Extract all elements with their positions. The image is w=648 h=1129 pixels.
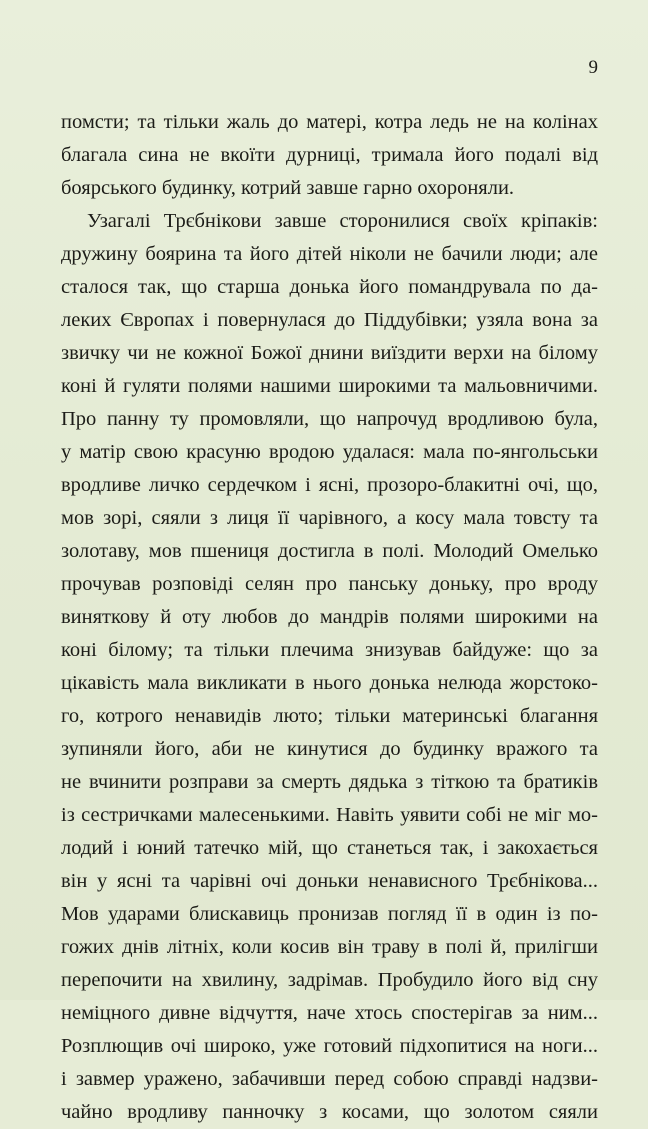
text-line: Мов ударами блискавиць пронизав погляд її в один із по-: [61, 903, 598, 925]
text-line: у матір свою красуню вродою удалася: мала по-янгольськи: [61, 441, 598, 463]
text-line: Розплющив очі широко, уже готовий підхопитися на ноги...: [61, 1035, 598, 1057]
text-line: дружину боярина та його дітей ніколи не бачили люди; але: [61, 243, 598, 265]
text-line: зупиняли його, аби не кинутися до будинку вражого та: [61, 738, 598, 760]
text-line: із сестричками малесенькими. Навіть уявити собі не міг мо-: [61, 804, 598, 826]
text-line: неміцного дивне відчуття, наче хтось спостерігав за ним...: [61, 1002, 598, 1024]
text-line: помсти; та тільки жаль до матері, котра ледь не на колінах: [61, 111, 598, 133]
text-line: виняткову й оту любов до мандрів полями широкими на: [61, 606, 598, 628]
text-line: Про панну ту промовляли, що напрочуд вродливою була,: [61, 408, 598, 430]
text-line: і завмер уражено, забачивши перед собою справді надзви-: [61, 1068, 598, 1090]
body-text: [61, 106, 598, 1129]
page-number: 9: [588, 57, 598, 78]
text-line: коні білому; та тільки плечима знизував байдуже: що за: [61, 639, 598, 661]
text-line: боярського будинку, котрий завше гарно охороняли.: [61, 177, 515, 199]
text-line: лодий і юний татечко мій, що станеться так, і закохається: [61, 837, 598, 859]
text-line: коні й гуляти полями нашими широкими та мальовничими.: [61, 375, 598, 397]
text-line: благала сина не вкоїти дурниці, тримала його подалі від: [61, 144, 598, 166]
text-line: чайно вродливу панночку з косами, що золотом сяяли: [61, 1101, 598, 1123]
text-line: він у ясні та чарівні очі доньки ненависного Трєбнікова...: [61, 870, 598, 892]
text-line: сталося так, що старша донька його помандрувала по да-: [61, 276, 598, 298]
text-line: леких Європах і повернулася до Піддубівки; узяла вона за: [61, 309, 598, 331]
text-line: го, котрого ненавидів люто; тільки материнські благання: [61, 705, 598, 727]
text-line: гожих днів літніх, коли косив він траву в полі й, прилігши: [61, 936, 598, 958]
text-line: прочував розповіді селян про панську доньку, про вроду: [61, 573, 598, 595]
text-line: не вчинити розправи за смерть дядька з тіткою та братиків: [61, 771, 598, 793]
text-line: Узагалі Трєбнікови завше сторонилися своїх кріпаків:: [87, 210, 598, 232]
text-line: цікавість мала викликати в нього донька нелюда жорстоко-: [61, 672, 598, 694]
text-line: мов зорі, сяяли з лиця її чарівного, а косу мала товсту та: [61, 507, 598, 529]
text-line: золотаву, мов пшениця достигла в полі. Молодий Омелько: [61, 540, 598, 562]
text-line: звичку чи не кожної Божої днини виїздити верхи на білому: [61, 342, 598, 364]
text-line: вродливе личко сердечком і ясні, прозоро-блакитні очі, що,: [61, 474, 598, 496]
text-line: перепочити на хвилину, задрімав. Пробудило його від сну: [61, 969, 598, 991]
